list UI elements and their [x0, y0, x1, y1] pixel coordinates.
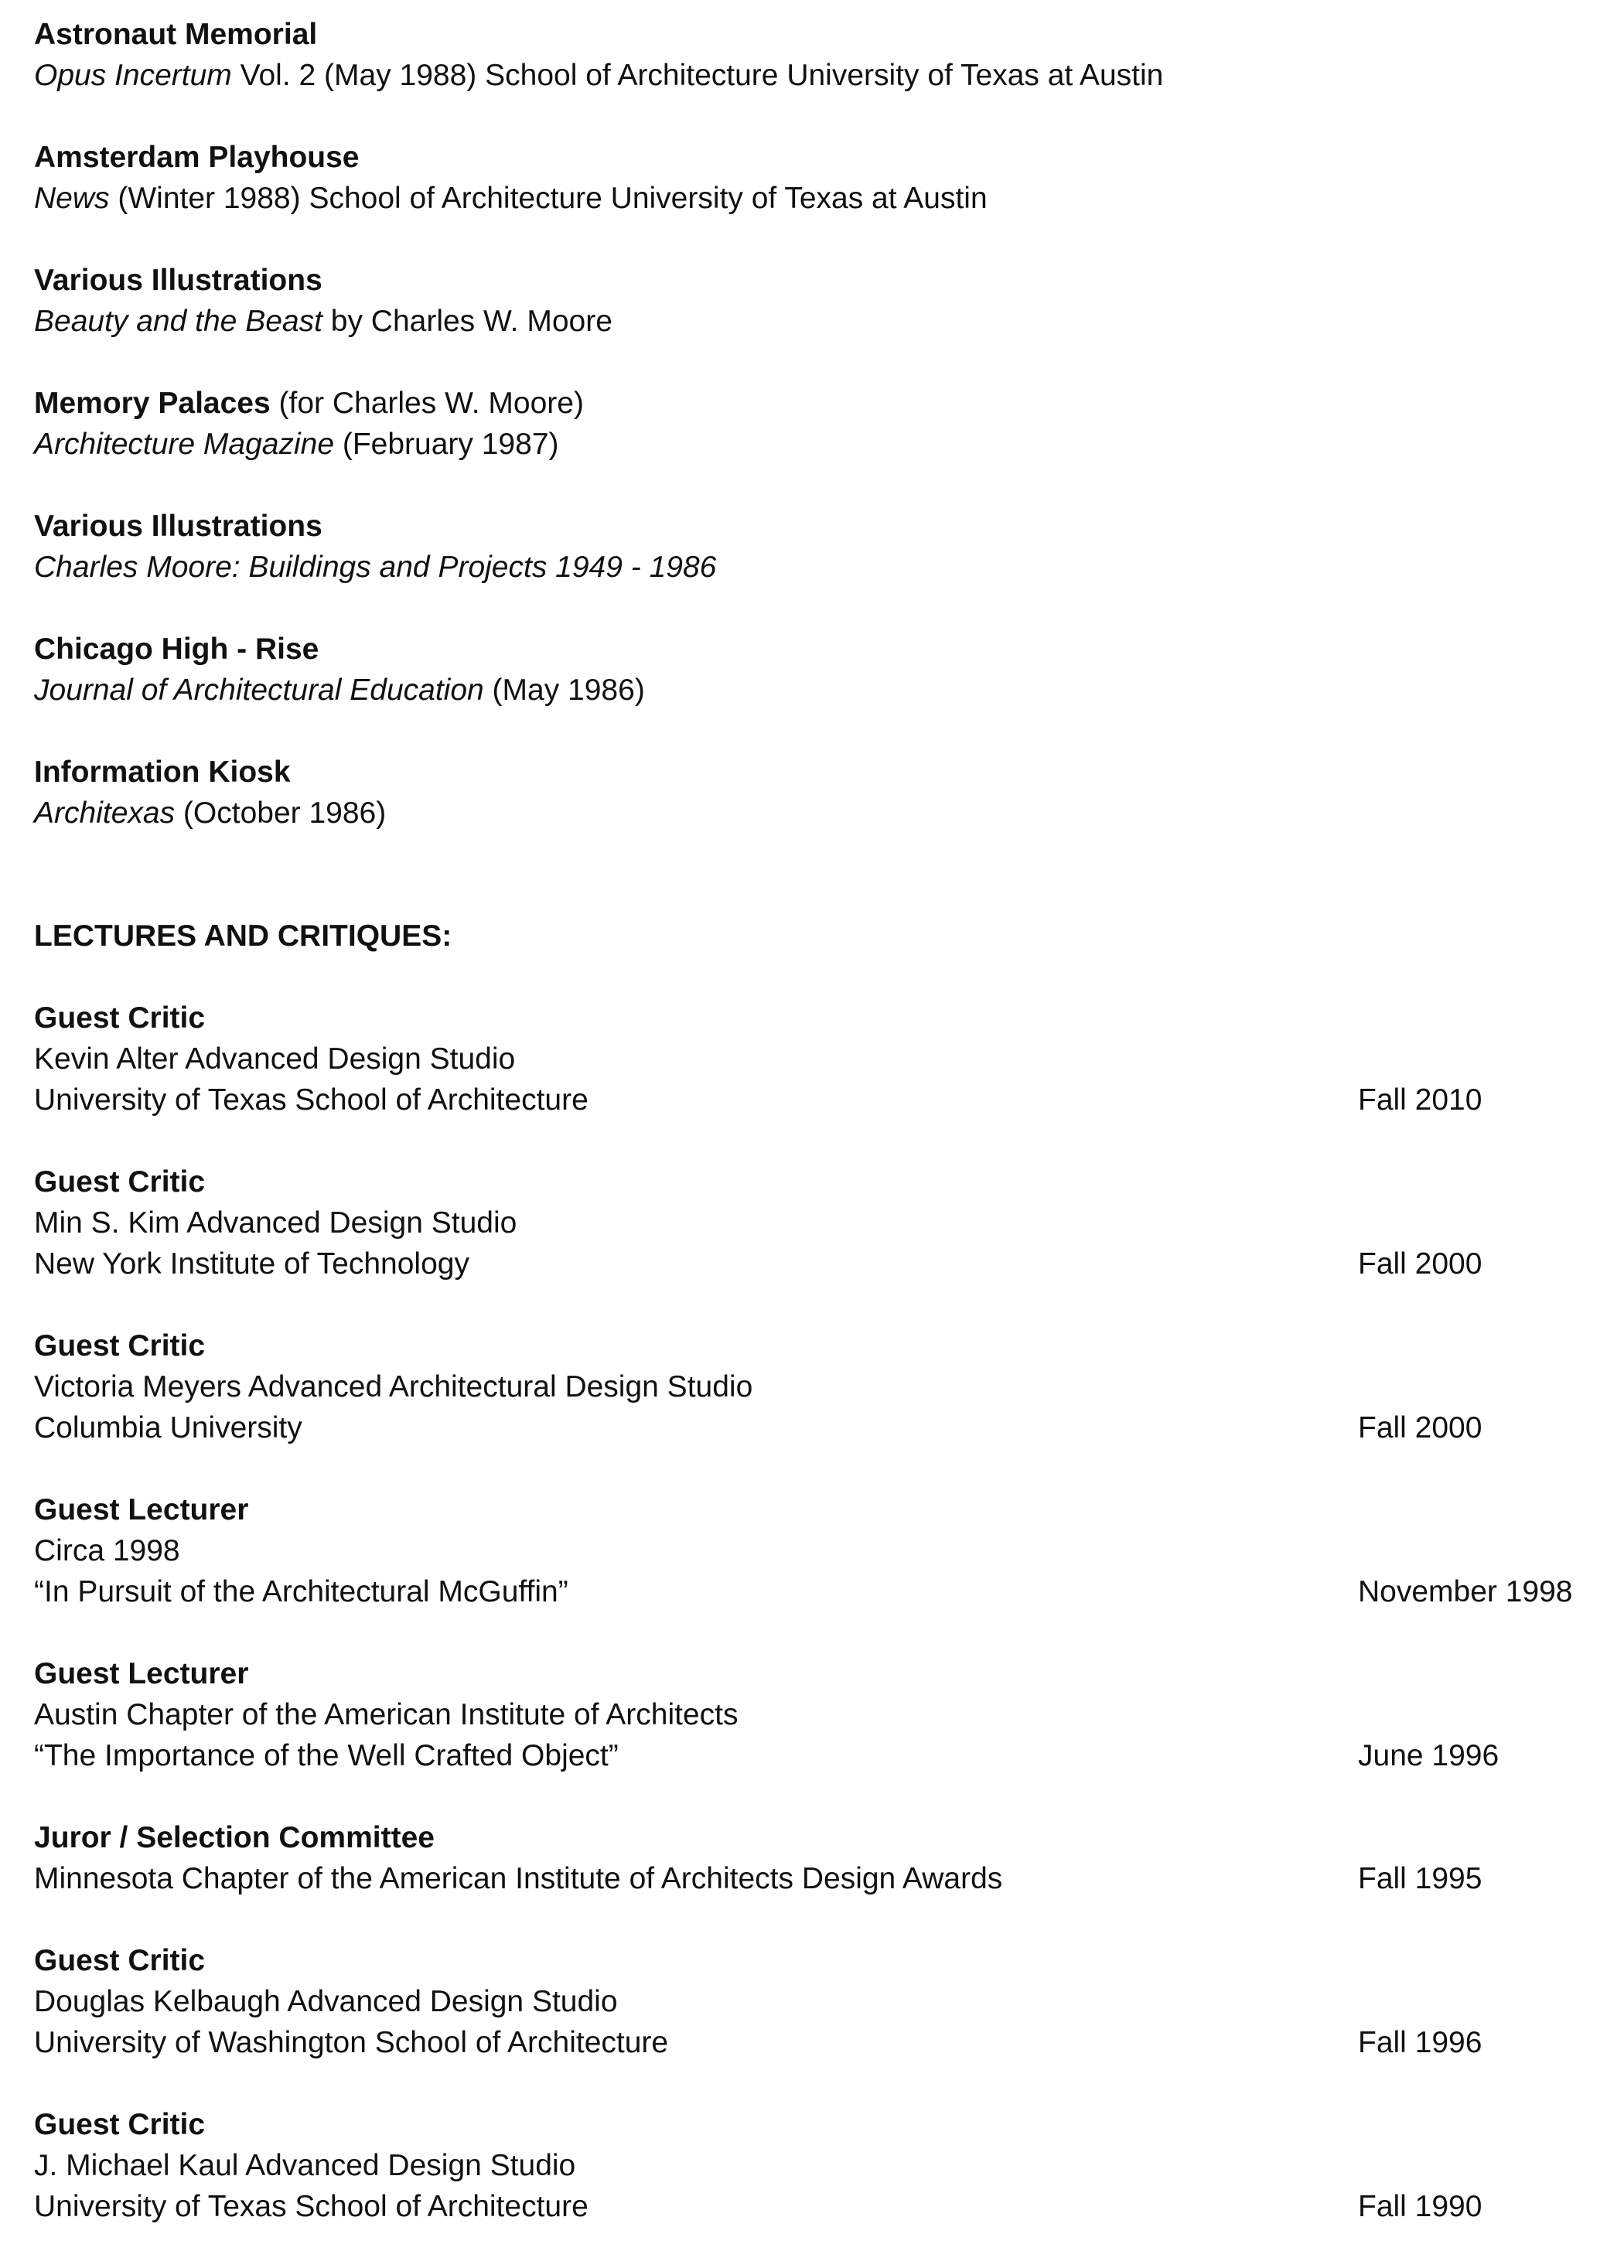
lecture-detail: Kevin Alter Advanced Design Studio: [34, 1042, 516, 1076]
publication-entry: [34, 752, 1596, 834]
publication-source-line: [34, 793, 1596, 834]
lecture-detail: “The Importance of the Well Crafted Object”: [34, 1739, 619, 1772]
publication-source-italic: Architexas: [34, 796, 176, 830]
publications-list: [34, 14, 1596, 834]
lecture-detail: Austin Chapter of the American Institute of Architects: [34, 1698, 739, 1731]
lecture-date: Fall 1995: [1358, 1862, 1482, 1895]
publication-source-rest: (October 1986): [175, 796, 387, 830]
publication-title: Various Illustrations: [34, 510, 322, 543]
publication-source-italic: Beauty and the Beast: [34, 305, 322, 338]
lecture-role: Guest Critic: [34, 2108, 206, 2141]
lecture-role: Guest Critic: [34, 1001, 206, 1035]
lecture-role: Guest Critic: [34, 1165, 206, 1199]
lecture-date: Fall 1996: [1358, 2026, 1482, 2059]
lecture-detail: University of Washington School of Architecture: [34, 2026, 669, 2059]
publication-title-line: [34, 752, 1596, 793]
lecture-date: November 1998: [1358, 1575, 1573, 1608]
lecture-detail: University of Texas School of Architecture: [34, 1083, 589, 1117]
lecture-detail: Circa 1998: [34, 1534, 180, 1567]
publication-title-line: [34, 383, 1596, 424]
lecture-entry: [34, 1940, 1596, 2063]
publication-source-line: [34, 670, 1596, 711]
lecture-detail: “In Pursuit of the Architectural McGuffin”: [34, 1575, 568, 1608]
publication-title: Memory Palaces: [34, 387, 271, 420]
lecture-detail-row: [34, 1243, 1596, 1284]
publication-title: Chicago High - Rise: [34, 633, 319, 666]
lecture-date: June 1996: [1358, 1739, 1499, 1772]
lecture-date: Fall 1990: [1358, 2190, 1482, 2223]
publication-title: Information Kiosk: [34, 755, 291, 789]
publication-title-line: [34, 137, 1596, 178]
publication-source-italic: Opus Incertum: [34, 59, 232, 92]
lecture-role: Guest Critic: [34, 1329, 206, 1363]
publication-title-line: [34, 629, 1596, 670]
lecture-entry: [34, 1161, 1596, 1284]
publication-source-italic: Journal of Architectural Education: [34, 674, 484, 707]
publication-source-line: [34, 55, 1596, 96]
lecture-detail-row: [34, 1407, 1596, 1448]
lecture-detail-row: [34, 1079, 1596, 1120]
lecture-entry: [34, 1817, 1596, 1899]
publication-entry: [34, 629, 1596, 711]
publication-source-italic: Charles Moore: Buildings and Projects 1949 - 1986: [34, 551, 717, 584]
lecture-detail-row: [34, 1858, 1596, 1899]
publication-title: Amsterdam Playhouse: [34, 141, 360, 174]
publication-entry: [34, 137, 1596, 219]
publication-title-line: [34, 14, 1596, 55]
publication-source-rest: Vol. 2 (May 1988) School of Architecture University of Texas at Austin: [231, 59, 1164, 92]
lecture-detail: Douglas Kelbaugh Advanced Design Studio: [34, 1985, 618, 2018]
lecture-detail-row: [34, 2022, 1596, 2063]
publication-source-line: [34, 301, 1596, 342]
lecture-detail: Minnesota Chapter of the American Institute of Architects Design Awards: [34, 1862, 1003, 1895]
publication-entry: [34, 383, 1596, 465]
lecture-detail: University of Texas School of Architecture: [34, 2190, 589, 2223]
lecture-detail: J. Michael Kaul Advanced Design Studio: [34, 2149, 576, 2182]
lecture-detail-row: [34, 1571, 1596, 1612]
lecture-entry: [34, 2104, 1596, 2227]
lecture-date: Fall 2000: [1358, 1247, 1482, 1281]
publication-title-line: [34, 506, 1596, 547]
publication-entry: [34, 14, 1596, 96]
lecture-entry: [34, 998, 1596, 1120]
lecture-detail: Columbia University: [34, 1411, 302, 1444]
lecture-detail: Min S. Kim Advanced Design Studio: [34, 1206, 517, 1240]
publication-source-line: [34, 547, 1596, 588]
publication-source-line: [34, 178, 1596, 219]
lecture-detail-row: [34, 1735, 1596, 1776]
publication-title-line: [34, 260, 1596, 301]
publication-title: Various Illustrations: [34, 264, 322, 297]
publication-entry: [34, 260, 1596, 342]
publication-source-rest: (Winter 1988) School of Architecture University of Texas at Austin: [109, 182, 988, 215]
cv-page: [34, 14, 1596, 2268]
lecture-entry: [34, 1653, 1596, 1776]
lecture-date: Fall 2010: [1358, 1083, 1482, 1117]
lecture-role: Guest Lecturer: [34, 1657, 249, 1690]
publication-source-line: [34, 424, 1596, 465]
section-heading-lectures: LECTURES AND CRITIQUES:: [34, 919, 452, 953]
lecture-role: Guest Lecturer: [34, 1493, 249, 1526]
lecture-entry: [34, 1489, 1596, 1612]
publication-source-italic: Architecture Magazine: [34, 428, 335, 461]
lectures-list: [34, 998, 1596, 2227]
lecture-detail: Victoria Meyers Advanced Architectural Design Studio: [34, 1370, 753, 1403]
lecture-date: Fall 2000: [1358, 1411, 1482, 1444]
publication-source-rest: (February 1987): [334, 428, 559, 461]
publication-entry: [34, 506, 1596, 588]
lecture-detail-row: [34, 2186, 1596, 2227]
publication-source-italic: News: [34, 182, 110, 215]
lecture-detail: New York Institute of Technology: [34, 1247, 469, 1281]
lecture-role: Juror / Selection Committee: [34, 1821, 435, 1854]
lecture-entry: [34, 1325, 1596, 1448]
publication-title: Astronaut Memorial: [34, 18, 318, 51]
publication-source-rest: by Charles W. Moore: [322, 305, 612, 338]
publication-source-rest: (May 1986): [483, 674, 645, 707]
lecture-role: Guest Critic: [34, 1944, 206, 1977]
publication-title-suffix: (for Charles W. Moore): [270, 387, 584, 420]
